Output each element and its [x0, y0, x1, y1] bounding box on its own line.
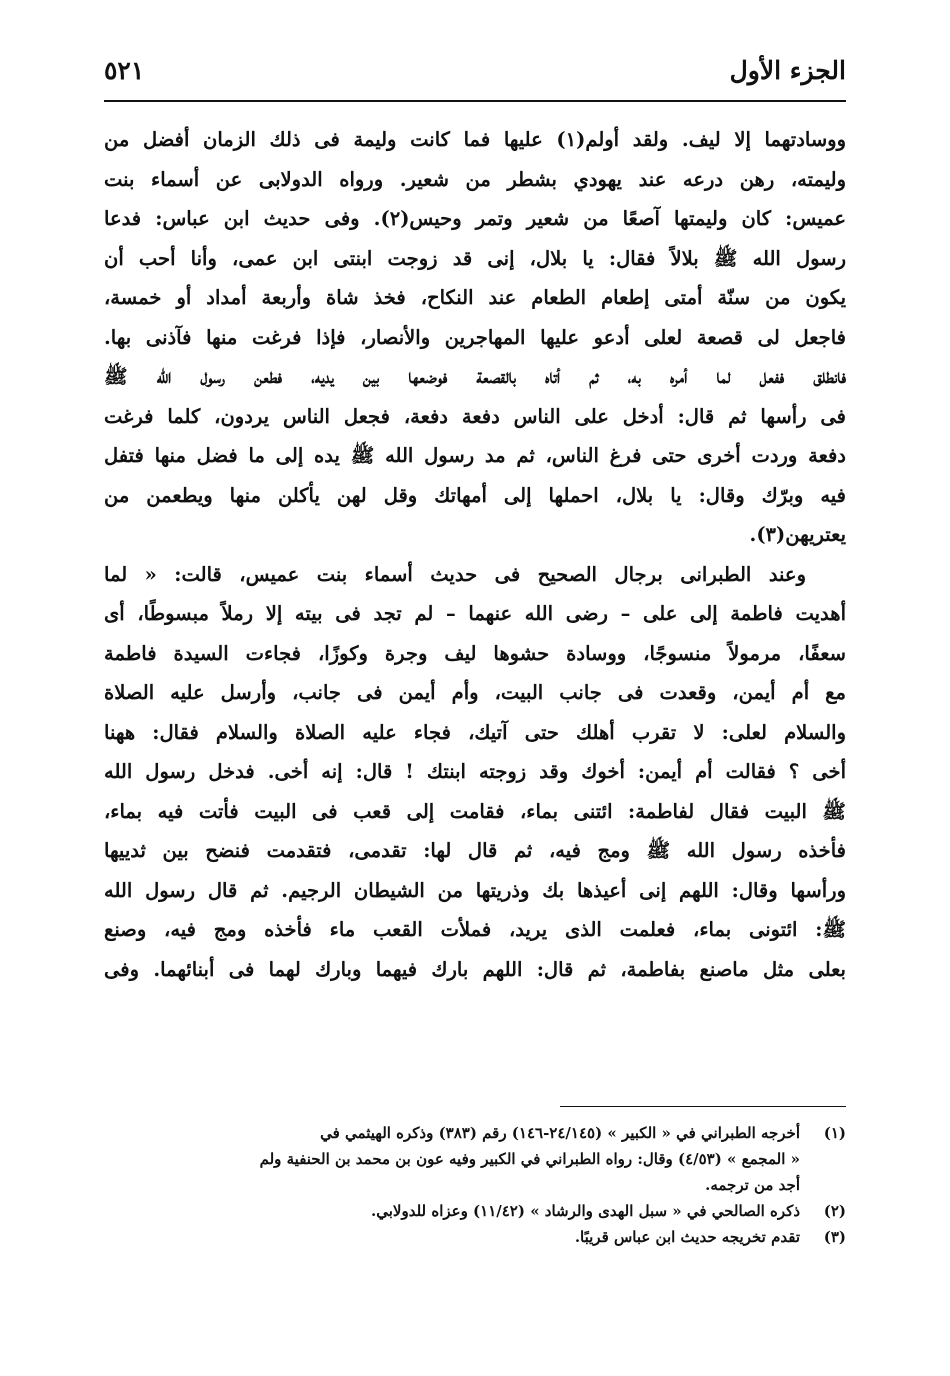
footnote-3	[104, 1224, 846, 1250]
text-line: فانطلق ففعل لما أمره به، ثم أتاه بالقصعة فوضعها بين يديه، فطعن رسول الله ﷺ	[104, 365, 846, 388]
text-line: ﷺ: ائتونى بماء، فعلمت الذى يريد، فملأت القعب ماء فأخذه ومج فيه، وصنع	[104, 918, 846, 941]
text-line: يعتريهن(٣).	[749, 523, 846, 546]
page-number: ٥٢١	[104, 56, 145, 85]
footnote-text: أخرجه الطبراني في « الكبير » (٢٤/١٤٥-١٤٦) رقم (٣٨٣) وذكره الهيثمي في	[320, 1124, 800, 1142]
footnote-text: تقدم تخريجه حديث ابن عباس قريبًا.	[574, 1228, 800, 1246]
text-line: ووسادتهما إلا ليف. ولقد أولم(١) عليها فما كانت وليمة فى ذلك الزمان أفضل من	[104, 128, 846, 151]
text-line: فيه وبرّك وقال: يا بلال، احملها إلى أمهاتك وقل لهن يأكلن منها ويطعمن من	[104, 483, 846, 507]
text-line: والسلام لعلى: لا تقرب أهلك حتى آتيك، فجاء عليه الصلاة والسلام فقال: ههنا	[104, 720, 846, 744]
text-line: بعلى مثل ماصنع بفاطمة، ثم قال: اللهم بارك فيهما وبارك لهما فى أبنائهما. وفى	[104, 957, 846, 981]
text-line: ﷺ البيت فقال لفاطمة: ائتنى بماء، فقامت إلى قعب فى البيت فأتت فيه بماء،	[104, 799, 846, 823]
text-line: أهديت فاطمة إلى على – رضى الله عنهما – لم تجد فى بيته إلا رملاً مبسوطًا، أى	[104, 602, 846, 625]
running-title: الجزء الأول	[729, 56, 846, 85]
text-line: فأخذه رسول الله ﷺ ومج فيه، ثم قال لها: تقدمى، فتقدمت فنضح بين ثدييها	[104, 839, 846, 862]
text-line: فاجعل لى قصعة لعلى أدعو عليها المهاجرين والأنصار، فإذا فرغت منها فآذنى بها.	[104, 325, 846, 349]
text-line: فى رأسها ثم قال: أدخل على الناس دفعة دفعة، فجعل الناس يردون، كلما فرغت	[104, 404, 846, 428]
footnote-number: (٢)	[823, 1202, 846, 1220]
text-line: دفعة وردت أخرى حتى فرغ الناس، ثم مد رسول الله ﷺ يده إلى ما فضل منها فتفل	[104, 444, 846, 467]
main-text	[104, 120, 846, 989]
footnote-number: (٣)	[823, 1228, 846, 1246]
footnote-1	[104, 1120, 846, 1146]
footnotes	[104, 1120, 846, 1250]
text-line: وعند الطبرانى برجال الصحيح فى حديث أسماء بنت عميس، قالت: « لما	[104, 562, 806, 586]
text-line: رسول الله ﷺ بلالاً فقال: يا بلال، إنى قد زوجت ابنتى ابن عمى، وأنا أحب أن	[104, 246, 846, 270]
page-header	[104, 50, 846, 98]
text-line: مع أم أيمن، وقعدت فى جانب البيت، وأم أيمن فى جانب، وأرسل عليه الصلاة	[104, 681, 846, 704]
text-line: ورأسها وقال: اللهم إنى أعيذها بك وذريتها من الشيطان الرجيم. ثم قال رسول الله	[104, 878, 846, 902]
footnote-text: أجد من ترجمه.	[705, 1176, 800, 1194]
text-line: يكون من سنّة أمتى إطعام الطعام عند النكاح، فخذ شاة وأربعة أمداد أو خمسة،	[104, 286, 846, 309]
text-line: سعفًا، مرمولاً منسوجًا، ووسادة حشوها ليف وجرة وكوزًا، فجاءت السيدة فاطمة	[104, 641, 846, 665]
footnote-text: « المجمع » (٤/٥٣) وقال: رواه الطبراني في الكبير وفيه عون بن محمد بن الحنفية ولم	[259, 1150, 800, 1168]
footnote-text: ذكره الصالحي في « سبل الهدى والرشاد » (١١/٤٢) وعزاه للدولابي.	[371, 1202, 800, 1220]
text-line: أخى ؟ فقالت أم أيمن: أخوك وقد زوجته ابنتك ! قال: إنه أخى. فدخل رسول الله	[104, 760, 846, 783]
text-line: وليمته، رهن درعه عند يهودي بشطر من شعير. ورواه الدولابى عن أسماء بنت	[104, 167, 846, 191]
footnote-number: (١)	[823, 1124, 846, 1142]
footnote-2	[104, 1198, 846, 1224]
text-line: عميس: كان وليمتها آصعًا من شعير وتمر وحيس(٢). وفى حديث ابن عباس: فدعا	[104, 207, 846, 230]
footnote-separator	[560, 1106, 846, 1107]
header-rule	[104, 100, 846, 102]
